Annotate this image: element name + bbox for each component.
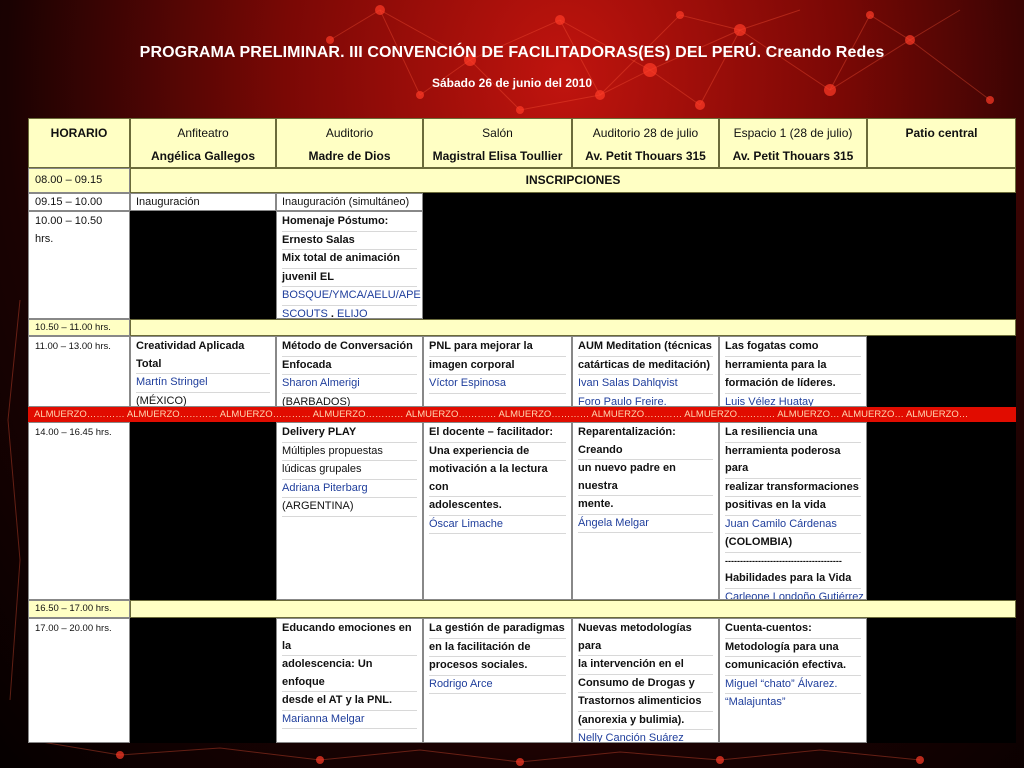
session-resiliencia: La resiliencia una herramienta poderosa para realizar transformaciones positivas en la vida Juan Camilo Cárdenas (COLOMBIA) --------------------------------------- Habilidades para la Vida Carleone Londoño Gutiérrez (719, 422, 867, 600)
header-patio-central: Patio central (867, 118, 1016, 168)
time-slot: 10.00 – 10.50 hrs. (28, 211, 130, 319)
session-educando-emociones: Educando emociones en la adolescencia: Un enfoque desde el AT y la PNL. Marianna Melgar (276, 618, 423, 743)
program-title: PROGRAMA PRELIMINAR. III CONVENCIÓN DE FACILITADORAS(ES) DEL PERÚ. Creando Redes (139, 44, 885, 61)
header-salon: Salón Magistral Elisa Toullier (423, 118, 572, 168)
time-slot: 16.50 – 17.00 hrs. (28, 600, 130, 618)
break-band (130, 600, 1016, 618)
lunch-band: ALMUERZO………… ALMUERZO………… ALMUERZO………… ALMUERZO………… ALMUERZO………… ALMUERZO………… ALMUERZO………… ALMUERZO………… ALMUERZO… ALMUERZO… ALMUERZO… (28, 407, 1016, 422)
session-inauguracion-simultaneo: Inauguración (simultáneo) (276, 193, 423, 211)
session-gestion-paradigmas: La gestión de paradigmas en la facilitación de procesos sociales. Rodrigo Arce (423, 618, 572, 743)
time-slot: 14.00 – 16.45 hrs. (28, 422, 130, 600)
session-fogatas: Las fogatas como herramienta para la formación de líderes. Luis Vélez Huatay (719, 336, 867, 407)
session-delivery-play: Delivery PLAY Múltiples propuestas lúdicas grupales Adriana Piterbarg (ARGENTINA) (276, 422, 423, 600)
session-docente-facilitador: El docente – facilitador: Una experiencia de motivación a la lectura con adolescentes. Óscar Limache (423, 422, 572, 600)
session-pnl: PNL para mejorar la imagen corporal Víctor Espinosa (423, 336, 572, 407)
empty-block (867, 618, 1016, 743)
header-auditorio-28: Auditorio 28 de julio Av. Petit Thouars 315 (572, 118, 719, 168)
break-band (130, 319, 1016, 336)
time-slot: 17.00 – 20.00 hrs. (28, 618, 130, 743)
session-homenaje: Homenaje Póstumo: Ernesto Salas Mix total de animación juvenil EL BOSQUE/YMCA/AELU/APE SCOUTS . ELIJO (276, 211, 423, 319)
time-slot: 08.00 – 09.15 (28, 168, 130, 193)
empty-block (867, 336, 1016, 407)
header-anfiteatro: Anfiteatro Angélica Gallegos (130, 118, 276, 168)
empty-block (130, 618, 276, 743)
time-slot: 09.15 – 10.00 (28, 193, 130, 211)
session-nuevas-metodologias: Nuevas metodologías para la intervención en el Consumo de Drogas y Trastornos alimenticios (anorexia y bulimia). Nelly Canción Suárez (572, 618, 719, 743)
session-cuenta-cuentos: Cuenta-cuentos: Metodología para una comunicación efectiva. Miguel “chato” Álvarez. “Malajuntas” (719, 618, 867, 743)
empty-block (867, 422, 1016, 600)
program-date: Sábado 26 de junio del 2010 (431, 76, 593, 90)
session-aum-meditation: AUM Meditation (técnicas catárticas de meditación) Ivan Salas Dahlqvist Foro Paulo Freire. (572, 336, 719, 407)
empty-block (130, 422, 276, 600)
session-inauguracion: Inauguración (130, 193, 276, 211)
schedule-table (28, 118, 1016, 746)
session-metodo-conversacion: Método de Conversación Enfocada Sharon Almerigi (BARBADOS) (276, 336, 423, 407)
header-horario: HORARIO (28, 118, 130, 168)
session-reparentalizacion: Reparentalización: Creando un nuevo padre en nuestra mente. Ángela Melgar (572, 422, 719, 600)
inscripciones-band: INSCRIPCIONES (130, 168, 1016, 193)
empty-block (130, 211, 276, 319)
session-creatividad: Creatividad Aplicada Total Martín Stringel (MÉXICO) (130, 336, 276, 407)
time-slot: 10.50 – 11.00 hrs. (28, 319, 130, 336)
time-slot: 11.00 – 13.00 hrs. (28, 336, 130, 407)
header-espacio-1: Espacio 1 (28 de julio) Av. Petit Thouars 315 (719, 118, 867, 168)
header-auditorio: Auditorio Madre de Dios (276, 118, 423, 168)
empty-block (423, 193, 1016, 319)
